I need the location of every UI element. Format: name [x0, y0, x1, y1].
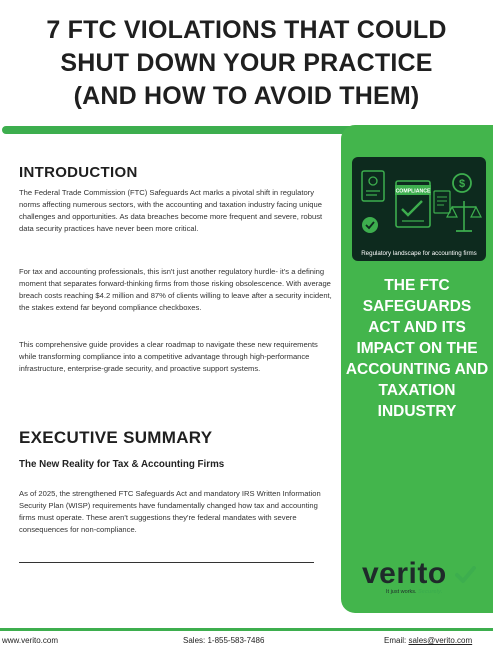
footer-website-link[interactable]: www.verito.com: [2, 636, 59, 645]
tagline-prefix: It just works.: [386, 589, 417, 595]
intro-paragraph-3: This comprehensive guide provides a clear roadmap to navigate these new requirements while transforming compliance into a competitive advantage through high-performance infrastructure, enterprise-grade security, and proactive support systems.: [19, 340, 318, 373]
footer-sales-phone: Sales: 1-855-583-7486: [183, 636, 265, 645]
title-line-1: 7 FTC VIOLATIONS THAT COULD: [46, 16, 447, 44]
svg-text:$: $: [458, 178, 466, 190]
intro-paragraph-2: For tax and accounting professionals, this isn't just another regulatory hurdle- it's a defining moment that separates forward-thinking firms from those risking obsolescence. With average breach costs reaching $4.2 million and 87% of clients willing to leave after a security incident, the stakes extend far beyond compliance checkboxes.: [19, 267, 332, 312]
footer-email: [384, 636, 472, 645]
logo-tagline: [386, 589, 442, 595]
introduction-heading: INTRODUCTION: [19, 164, 138, 181]
title-line-3: (AND HOW TO AVOID THEM): [73, 82, 420, 110]
footer-bar: [0, 628, 493, 631]
logo-wordmark: verito: [362, 557, 447, 590]
illustration-caption: Regulatory landscape for accounting firms: [361, 250, 477, 257]
footer-email-link[interactable]: sales@verito.com: [408, 636, 473, 645]
executive-summary-paragraph: As of 2025, the strengthened FTC Safeguards Act and mandatory IRS Written Information Security Plan (WISP) requirements have fundamentally changed how tax and accounting firms must operate. These aren't suggestions they're federal mandates with severe consequences for non-compliance.: [19, 489, 321, 534]
section-divider: [19, 562, 314, 563]
intro-paragraph-1: The Federal Trade Commission (FTC) Safeguards Act marks a pivotal shift in regulatory norms affecting numerous sectors, with the accounting and taxation industry facing unique challenges and opportunities. As data breaches become more frequent and severe, robust data security practices have never been more critical.: [19, 188, 323, 233]
footer-email-label: Email:: [384, 636, 407, 645]
executive-summary-subheading: The New Reality for Tax & Accounting Firms: [19, 459, 225, 470]
logo-check-icon: [454, 566, 476, 586]
verito-logo: [362, 558, 480, 600]
executive-summary-heading: EXECUTIVE SUMMARY: [19, 428, 213, 447]
title-line-2: SHUT DOWN YOUR PRACTICE: [60, 49, 433, 77]
sidebar-heading: THE FTC SAFEGUARDS ACT AND ITS IMPACT ON THE ACCOUNTING AND TAXATION INDUSTRY: [345, 277, 489, 420]
compliance-badge-text: COMPLIANCE: [395, 188, 431, 195]
compliance-illustration-card: [352, 157, 486, 261]
document-title: [20, 14, 473, 113]
tagline-accent: Securely.: [418, 589, 443, 595]
compliance-illustration: [352, 157, 486, 243]
